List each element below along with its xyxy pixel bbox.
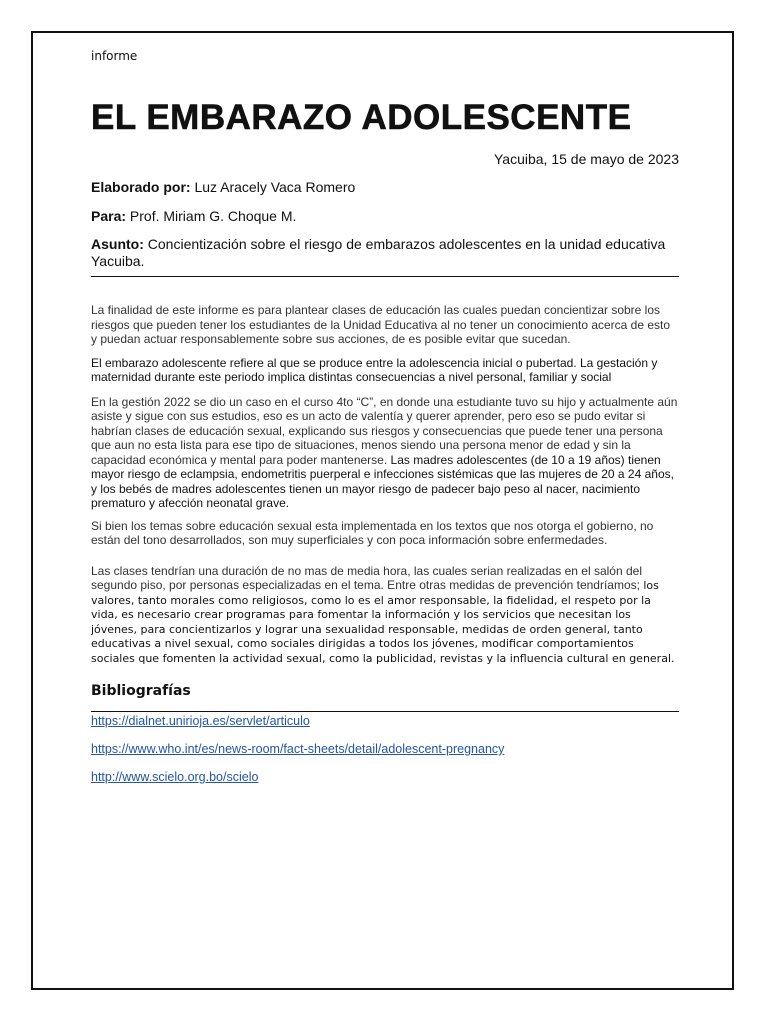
body-paragraph-3-part-a: En la gestión 2022 se dio un caso en el curso 4to “C”, en donde una estudiante tuvo su hijo y actualmente aún asiste y sigue con sus estudios, eso es un acto de valentía y querer aprender, pero eso se pudo evitar si habrían clases de educación sexual, explicando sus riesgos y consecuencias que puede tener una persona que aun no esta lista para ese tipo de situaciones, menos siendo una persona menor de edad y sin la capacidad económica y mental para poder mantenerse. [91, 394, 678, 467]
recipient-label: Para: [91, 208, 127, 224]
body-paragraph-5-part-b: los valores, tanto morales como religiosos, como lo es el amor responsable, la fidelidad, el respeto por la vida, es necesario crear programas para fomentar la información y los servicios que necesitan los jóvenes, para concientizarlos y lograr una sexualidad responsable, medidas de orden general, tanto educativas a nivel sexual, como sociales dirigidas a todos los jóvenes, modificar comportamientos sociales que fomenten la actividad sexual, como la publicidad, revistas y la influencia cultural en general. [91, 579, 675, 665]
header-divider [91, 276, 679, 277]
bibliography-link-scielo[interactable]: http://www.scielo.org.bo/scielo [91, 770, 259, 784]
body-paragraph-2: El embarazo adolescente refiere al que se produce entre la adolescencia inicial o pubertad. La gestación y maternidad durante este periodo implica distintas consecuencias a nivel personal, familiar y social [91, 355, 658, 384]
body-paragraph-5-part-a: Las clases tendrían una duración de no mas de media hora, las cuales serian realizadas en el salón del segundo piso, por personas especializadas en el tema. Entre otras medidas de prevención tendríamos; [91, 563, 644, 592]
page-frame [31, 31, 734, 990]
bibliography-divider [91, 711, 679, 712]
bibliography-link-dialnet[interactable]: https://dialnet.unirioja.es/servlet/articulo [91, 714, 310, 728]
body-paragraph-3-part-b: Las madres adolescentes (de 10 a 19 años) tienen mayor riesgo de eclampsia, endometritis puerperal e infecciones sistémicas que las mujeres de 20 a 24 años, y los bebés de madres adolescentes tienen un mayor riesgo de padecer bajo peso al nacer, nacimiento prematuro y afección neonatal grave. [91, 452, 674, 510]
recipient-name: Prof. Miriam G. Choque M. [126, 208, 297, 224]
subject-label: Asunto: [91, 236, 144, 252]
document-title: EL EMBARAZO ADOLESCENTE [91, 98, 632, 137]
author-label: Elaborado por: [91, 179, 191, 195]
author-name: Luz Aracely Vaca Romero [190, 179, 356, 195]
bibliography-heading: Bibliografías [91, 683, 191, 699]
body-paragraph-4: Si bien los temas sobre educación sexual esta implementada en los textos que nos otorga el gobierno, no están del tono desarrollados, son muy superficiales y con poca información sobre enfermedades. [91, 518, 654, 547]
recipient-row [91, 208, 679, 225]
body-paragraph-1: La finalidad de este informe es para plantear clases de educación las cuales puedan concientizar sobre los riesgos que pueden tener los estudiantes de la Unidad Educativa al no tener un conocimiento acerca de esto y puedan actuar responsablemente sobre sus acciones, de es posible evitar que sucedan. [91, 303, 671, 346]
document-type-label: informe [91, 49, 138, 63]
subject-text: Concientización sobre el riesgo de embarazos adolescentes en la unidad educativa Yacuiba. [91, 236, 666, 269]
bibliography-link-who[interactable]: https://www.who.int/es/news-room/fact-sheets/detail/adolescent-pregnancy [91, 742, 505, 756]
document-content [91, 49, 679, 785]
body-paragraph-3 [91, 395, 679, 511]
document-date: Yacuiba, 15 de mayo de 2023 [494, 151, 679, 167]
subject-row [91, 236, 679, 270]
body-paragraph-5 [91, 564, 679, 666]
author-row [91, 179, 679, 196]
